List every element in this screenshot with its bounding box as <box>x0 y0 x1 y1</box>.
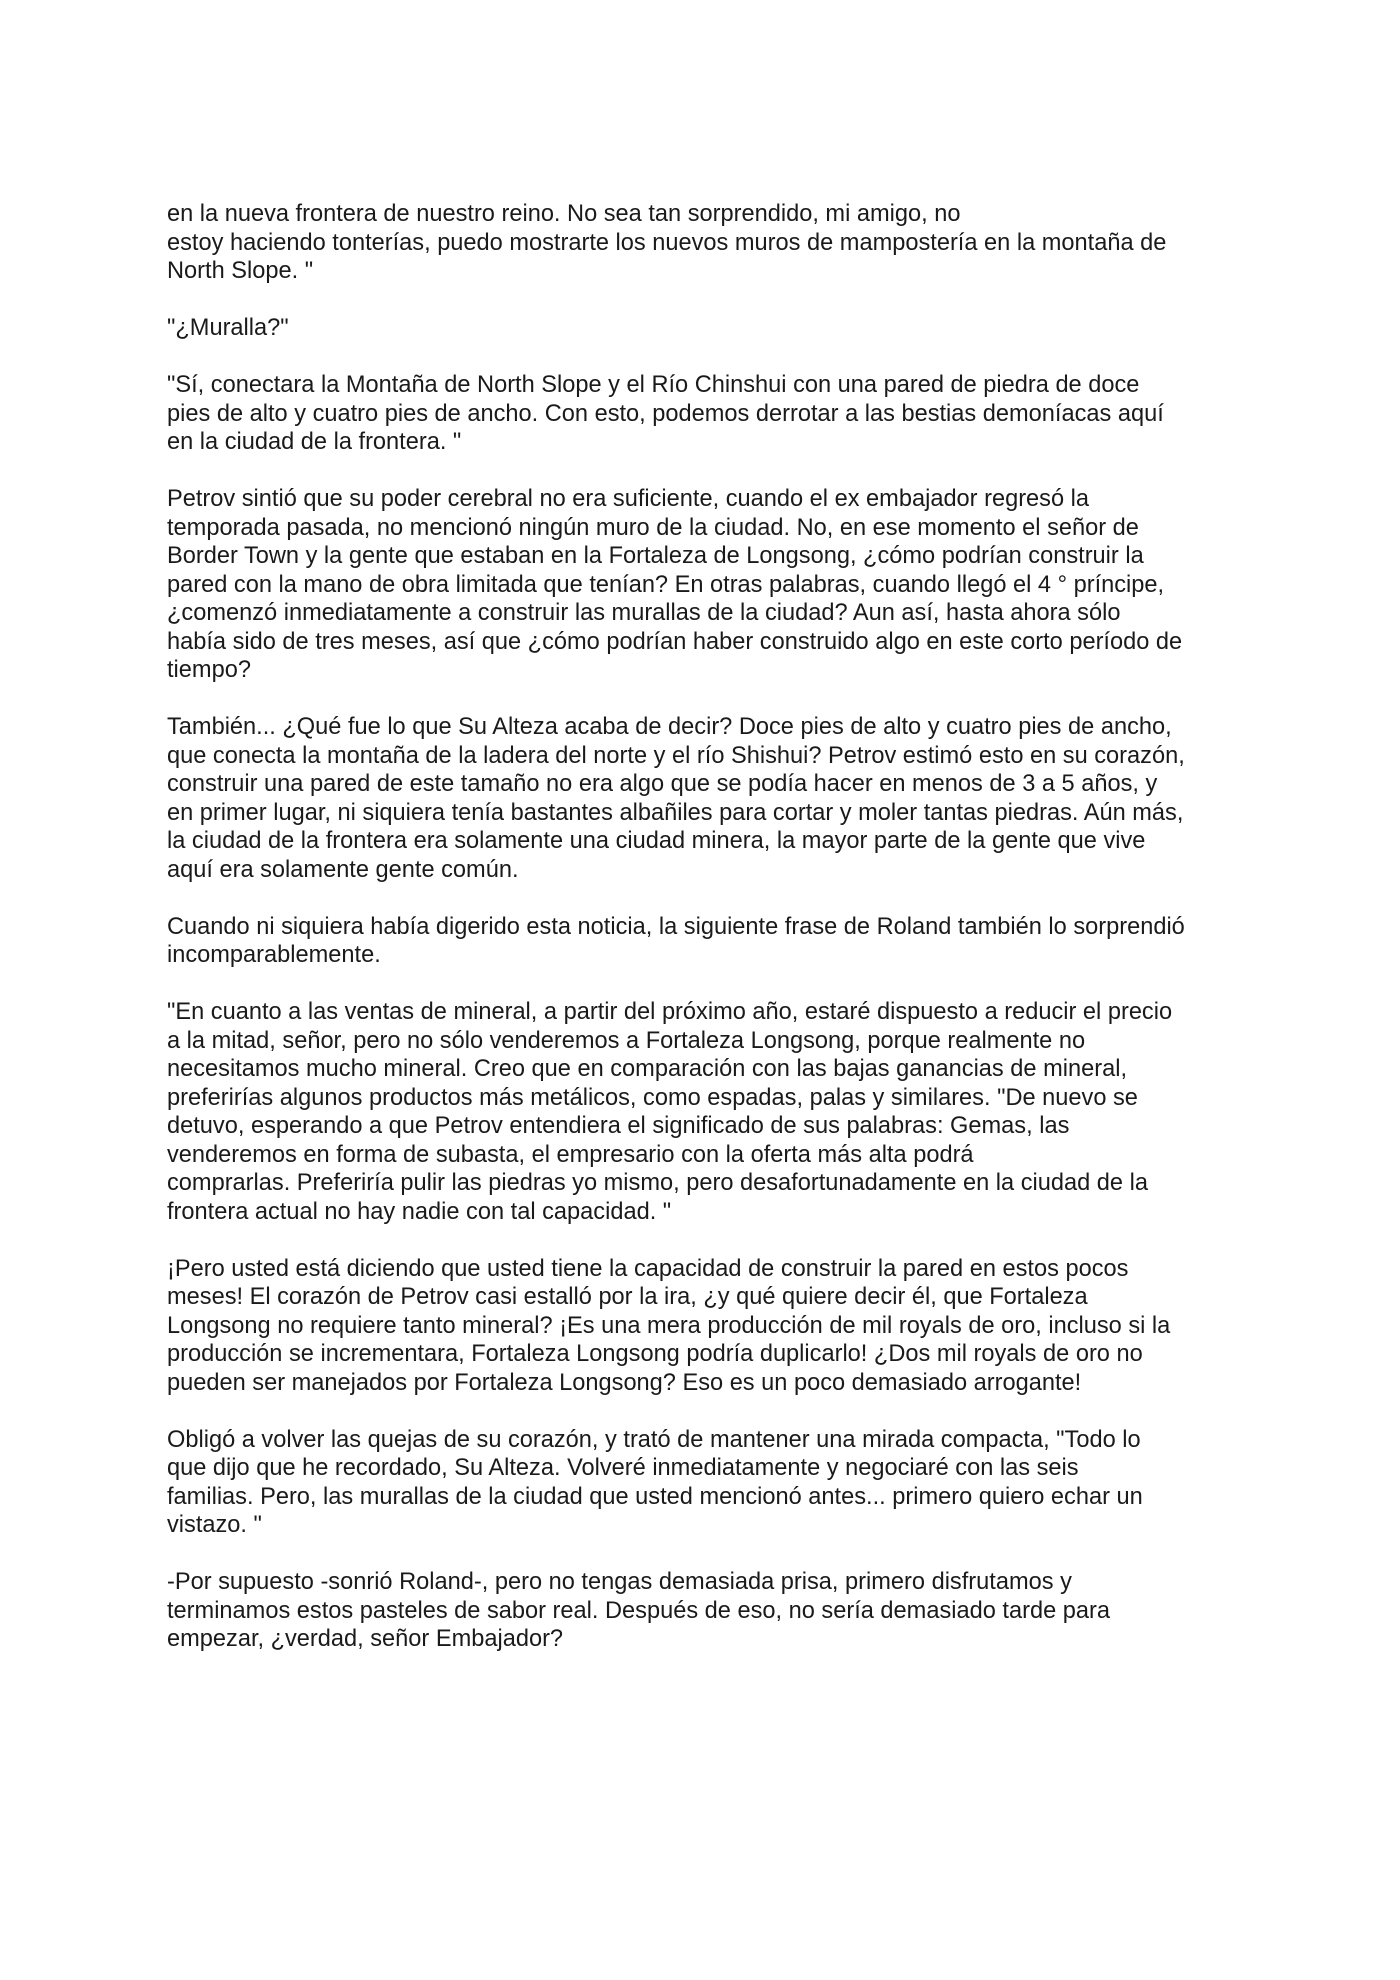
text-line: meses! El corazón de Petrov casi estalló por la ira, ¿y qué quiere decir él, que Fortaleza <box>167 1284 1088 1310</box>
text-line: en primer lugar, ni siquiera tenía bastantes albañiles para cortar y moler tantas piedras. Aún más, <box>167 799 1184 826</box>
text-line: comprarlas. Preferiría pulir las piedras yo mismo, pero desafortunadamente en la ciudad de la <box>167 1170 1148 1196</box>
text-line: North Slope. " <box>167 258 314 284</box>
text-line: ¿comenzó inmediatamente a construir las murallas de la ciudad? Aun así, hasta ahora sólo <box>167 600 1121 626</box>
text-line: frontera actual no hay nadie con tal capacidad. " <box>167 1198 672 1225</box>
text-line: detuvo, esperando a que Petrov entendiera el significado de sus palabras: Gemas, las <box>167 1113 1070 1139</box>
text-line: que conecta la montaña de la ladera del norte y el río Shishui? Petrov estimó esto en su corazón, <box>167 742 1185 769</box>
text-line: estoy haciendo tonterías, puedo mostrarte los nuevos muros de mampostería en la montaña de <box>167 229 1167 256</box>
text-line: en la nueva frontera de nuestro reino. No sea tan sorprendido, mi amigo, no <box>167 201 961 227</box>
paragraph <box>167 314 1247 343</box>
text-line: Border Town y la gente que estaban en la Fortaleza de Longsong, ¿cómo podrían construir la <box>167 543 1144 569</box>
paragraph <box>167 913 1247 970</box>
paragraph <box>167 371 1247 457</box>
text-line: Longsong no requiere tanto mineral? ¡Es una mera producción de mil royals de oro, incluso si la <box>167 1312 1171 1339</box>
text-line: Petrov sintió que su poder cerebral no era suficiente, cuando el ex embajador regresó la <box>167 486 1090 512</box>
text-line: pared con la mano de obra limitada que tenían? En otras palabras, cuando llegó el 4 ° príncipe, <box>167 571 1165 598</box>
text-line: vistazo. " <box>167 1512 262 1538</box>
text-line: la ciudad de la frontera era solamente una ciudad minera, la mayor parte de la gente que vive <box>167 828 1146 854</box>
text-line: "En cuanto a las ventas de mineral, a partir del próximo año, estaré dispuesto a reducir el precio <box>167 999 1173 1025</box>
text-line: También... ¿Qué fue lo que Su Alteza acaba de decir? Doce pies de alto y cuatro pies de ancho, <box>167 714 1172 740</box>
text-line: Obligó a volver las quejas de su corazón, y trató de mantener una mirada compacta, "Todo lo <box>167 1426 1141 1453</box>
text-line: incomparablemente. <box>167 942 381 968</box>
text-line: pueden ser manejados por Fortaleza Longsong? Eso es un poco demasiado arrogante! <box>167 1369 1082 1396</box>
text-line: producción se incrementara, Fortaleza Longsong podría duplicarlo! ¿Dos mil royals de oro no <box>167 1341 1143 1367</box>
text-line: terminamos estos pasteles de sabor real. Después de eso, no sería demasiado tarde para <box>167 1597 1110 1624</box>
text-line: ¡Pero usted está diciendo que usted tiene la capacidad de construir la pared en estos pocos <box>167 1255 1129 1282</box>
text-line: a la mitad, señor, pero no sólo venderemos a Fortaleza Longsong, porque realmente no <box>167 1027 1086 1054</box>
paragraph <box>167 1568 1247 1654</box>
text-line: familias. Pero, las murallas de la ciudad que usted mencionó antes... primero quiero echar un <box>167 1483 1143 1510</box>
text-line: necesitamos mucho mineral. Creo que en comparación con las bajas ganancias de mineral, <box>167 1056 1127 1082</box>
text-line: venderemos en forma de subasta, el empresario con la oferta más alta podrá <box>167 1141 974 1168</box>
paragraph <box>167 485 1247 685</box>
text-line: aquí era solamente gente común. <box>167 856 519 883</box>
paragraph <box>167 1255 1247 1398</box>
text-line: "Sí, conectara la Montaña de North Slope y el Río Chinshui con una pared de piedra de doce <box>167 372 1140 398</box>
paragraph <box>167 200 1247 286</box>
text-line: tiempo? <box>167 657 251 683</box>
text-line: temporada pasada, no mencionó ningún muro de la ciudad. No, en ese momento el señor de <box>167 514 1139 541</box>
text-line: que dijo que he recordado, Su Alteza. Volveré inmediatamente y negociaré con las seis <box>167 1455 1079 1481</box>
paragraph <box>167 713 1247 884</box>
text-line: en la ciudad de la frontera. " <box>167 429 462 455</box>
text-line: preferirías algunos productos más metálicos, como espadas, palas y similares. "De nuevo se <box>167 1084 1138 1111</box>
paragraph <box>167 1426 1247 1540</box>
text-line: Cuando ni siquiera había digerido esta noticia, la siguiente frase de Roland también lo sorprendió <box>167 913 1185 940</box>
text-line: -Por supuesto -sonrió Roland-, pero no tengas demasiada prisa, primero disfrutamos y <box>167 1569 1072 1595</box>
text-line: "¿Muralla?" <box>167 315 289 341</box>
text-line: pies de alto y cuatro pies de ancho. Con esto, podemos derrotar a las bestias demoníacas aquí <box>167 400 1164 427</box>
document-page <box>167 200 1247 1682</box>
text-line: había sido de tres meses, así que ¿cómo podrían haber construido algo en este corto período de <box>167 628 1183 655</box>
document-body <box>167 200 1247 1654</box>
text-line: empezar, ¿verdad, señor Embajador? <box>167 1626 564 1652</box>
text-line: construir una pared de este tamaño no era algo que se podía hacer en menos de 3 a 5 años, y <box>167 771 1158 797</box>
paragraph <box>167 998 1247 1226</box>
